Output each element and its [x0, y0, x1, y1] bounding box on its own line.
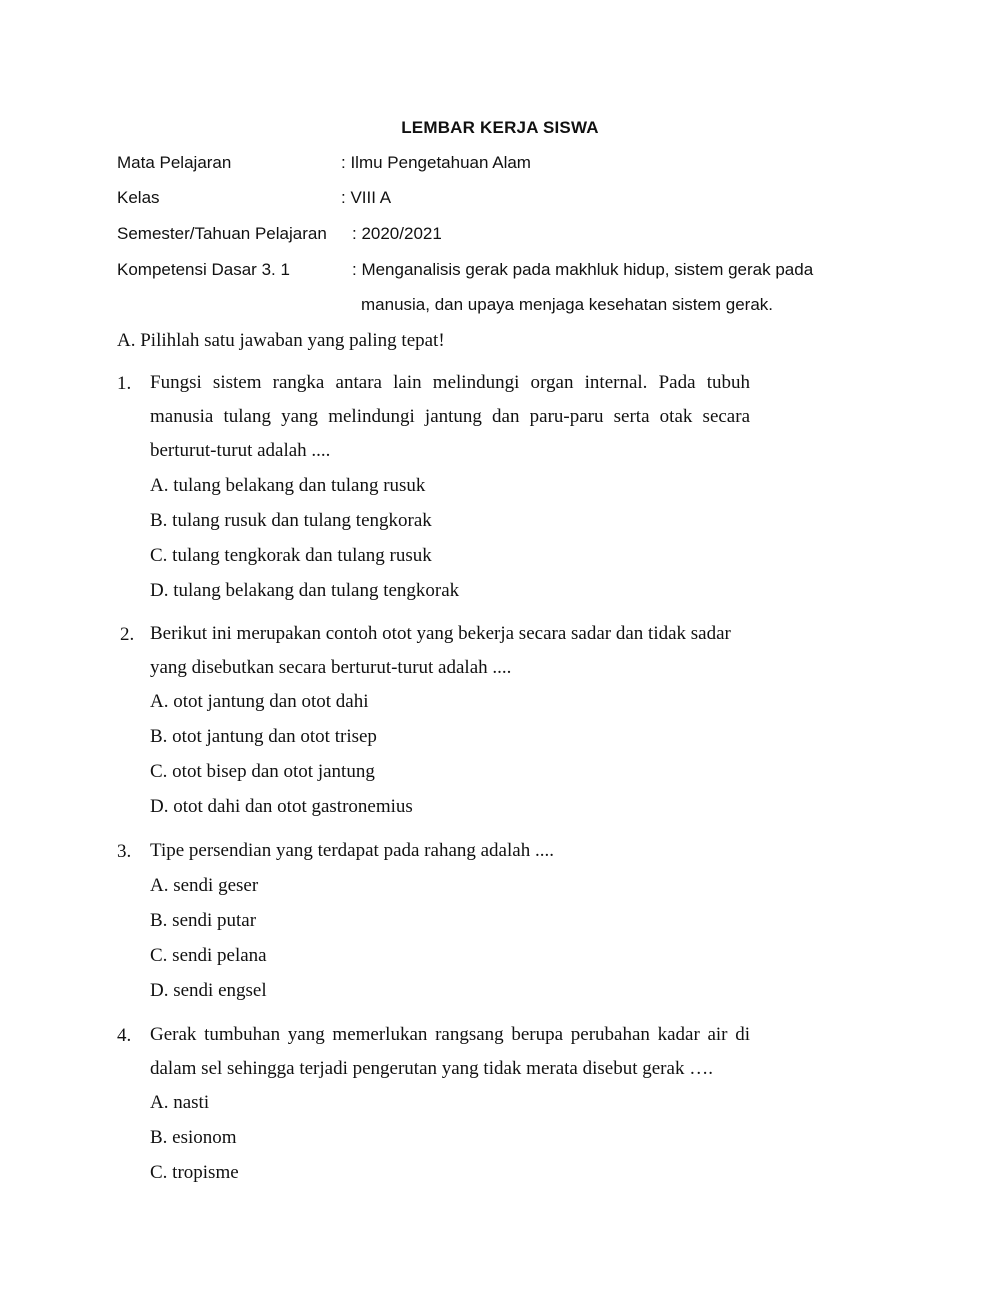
option[interactable]: A. tulang belakang dan tulang rusuk — [150, 475, 426, 496]
meta-label: Kelas — [117, 188, 160, 207]
option[interactable]: B. tulang rusuk dan tulang tengkorak — [150, 510, 432, 531]
meta-label: Kompetensi Dasar 3. 1 — [117, 260, 290, 279]
question-line: dalam sel sehingga terjadi pengerutan yang tidak merata disebut gerak …. — [150, 1058, 713, 1079]
question-number: 3. — [117, 841, 132, 862]
option[interactable]: A. nasti — [150, 1092, 210, 1113]
meta-value: : VIII A — [341, 188, 392, 207]
meta-value: manusia, dan upaya menjaga kesehatan sistem gerak. — [361, 295, 774, 314]
question-line: Tipe persendian yang terdapat pada rahang adalah .... — [150, 840, 554, 861]
option[interactable]: D. otot dahi dan otot gastronemius — [150, 796, 413, 817]
question-line: Berikut ini merupakan contoh otot yang bekerja secara sadar dan tidak sadar — [150, 623, 731, 644]
option[interactable]: D. tulang belakang dan tulang tengkorak — [150, 580, 460, 601]
question-line: berturut-turut adalah .... — [150, 440, 331, 461]
section-heading: A. Pilihlah satu jawaban yang paling tepat! — [117, 330, 445, 351]
meta-label: Mata Pelajaran — [117, 153, 232, 172]
question-line: manusia tulang yang melindungi jantung dan paru-paru serta otak secara — [150, 406, 750, 427]
question-1-text — [150, 366, 750, 468]
question-3-text — [150, 834, 750, 868]
option[interactable]: B. esionom — [150, 1127, 237, 1148]
meta-value: : 2020/2021 — [352, 224, 442, 243]
question-line: Gerak tumbuhan yang memerlukan rangsang berupa perubahan kadar air di — [150, 1024, 750, 1045]
option[interactable]: B. otot jantung dan otot trisep — [150, 726, 377, 747]
option[interactable]: C. tropisme — [150, 1162, 239, 1183]
option[interactable]: B. sendi putar — [150, 910, 257, 931]
option[interactable]: A. otot jantung dan otot dahi — [150, 691, 369, 712]
question-number: 2. — [120, 624, 135, 645]
question-2-text — [150, 617, 790, 685]
meta-label: Semester/Tahuan Pelajaran — [117, 224, 327, 243]
question-line: Fungsi sistem rangka antara lain melindungi organ internal. Pada tubuh — [150, 372, 750, 393]
meta-value: : Ilmu Pengetahuan Alam — [341, 153, 531, 172]
question-number: 1. — [117, 373, 132, 394]
option[interactable]: C. otot bisep dan otot jantung — [150, 761, 375, 782]
option[interactable]: A. sendi geser — [150, 875, 259, 896]
question-number: 4. — [117, 1025, 132, 1046]
page-title: LEMBAR KERJA SISWA — [401, 118, 599, 137]
option[interactable]: C. tulang tengkorak dan tulang rusuk — [150, 545, 432, 566]
meta-value: : Menganalisis gerak pada makhluk hidup, sistem gerak pada — [352, 260, 814, 279]
question-line: yang disebutkan secara berturut-turut adalah .... — [150, 657, 512, 678]
option[interactable]: D. sendi engsel — [150, 980, 267, 1001]
option[interactable]: C. sendi pelana — [150, 945, 267, 966]
question-4-text — [150, 1018, 750, 1086]
